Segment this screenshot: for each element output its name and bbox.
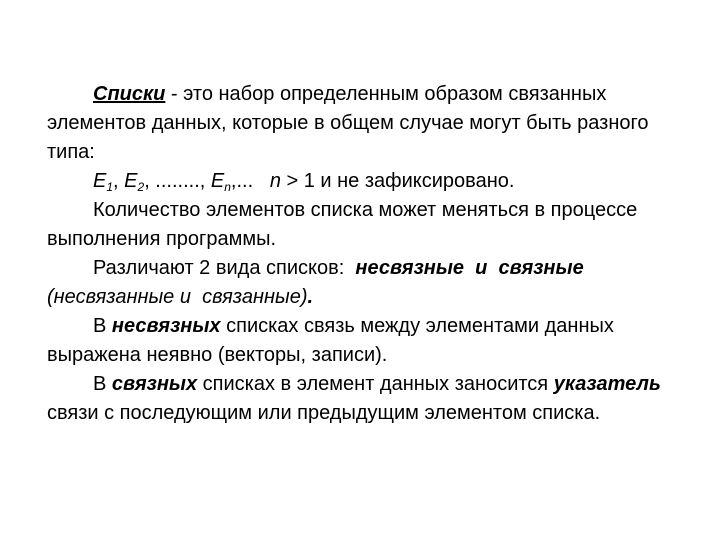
term-linked: связных	[111, 373, 198, 395]
kinds-lead: Различают 2 вида списков:	[93, 257, 356, 279]
count-text: Количество элементов списка может меняться в процессе выполнения программы.	[47, 199, 638, 250]
formula-n: n	[269, 170, 281, 192]
unlinked-lead: В	[93, 315, 112, 337]
paragraph-linked	[47, 370, 667, 428]
slide-content	[47, 80, 667, 428]
unlinked-text: списках связь между элементами данных выражена неявно (векторы, записи).	[47, 315, 614, 366]
linked-mid: списках в элемент данных заносится	[197, 373, 554, 395]
term-unlinked: несвязных	[111, 315, 221, 337]
paragraph-formula	[47, 167, 667, 196]
formula-en: $E_n$	[210, 170, 231, 194]
formula-tail: ,...	[230, 170, 270, 192]
paragraph-kinds	[47, 254, 667, 312]
paragraph-definition	[47, 80, 667, 167]
term-lists: Списки	[93, 83, 166, 105]
formula-dots: , ........,	[144, 170, 211, 192]
formula-e1: $E_1$	[93, 170, 114, 194]
kinds-alt: (несвязанные и связанные)	[47, 286, 308, 308]
formula-sep: ,	[113, 170, 125, 192]
linked-lead: В	[93, 373, 112, 395]
formula-e2: $E_2$	[124, 170, 145, 194]
paragraph-count	[47, 196, 667, 254]
kinds-end: .	[307, 286, 314, 308]
linked-text: связи с последующим или предыдущим элементом списка.	[47, 402, 601, 424]
term-pointer: указатель	[553, 373, 661, 395]
paragraph-unlinked	[47, 312, 667, 370]
kinds-terms: несвязные и связные	[355, 257, 584, 279]
definition-text: - это набор определенным образом связанных элементов данных, которые в общем случае могут быть разного типа:	[47, 83, 649, 163]
formula-condition: > 1 и не зафиксировано.	[280, 170, 515, 192]
